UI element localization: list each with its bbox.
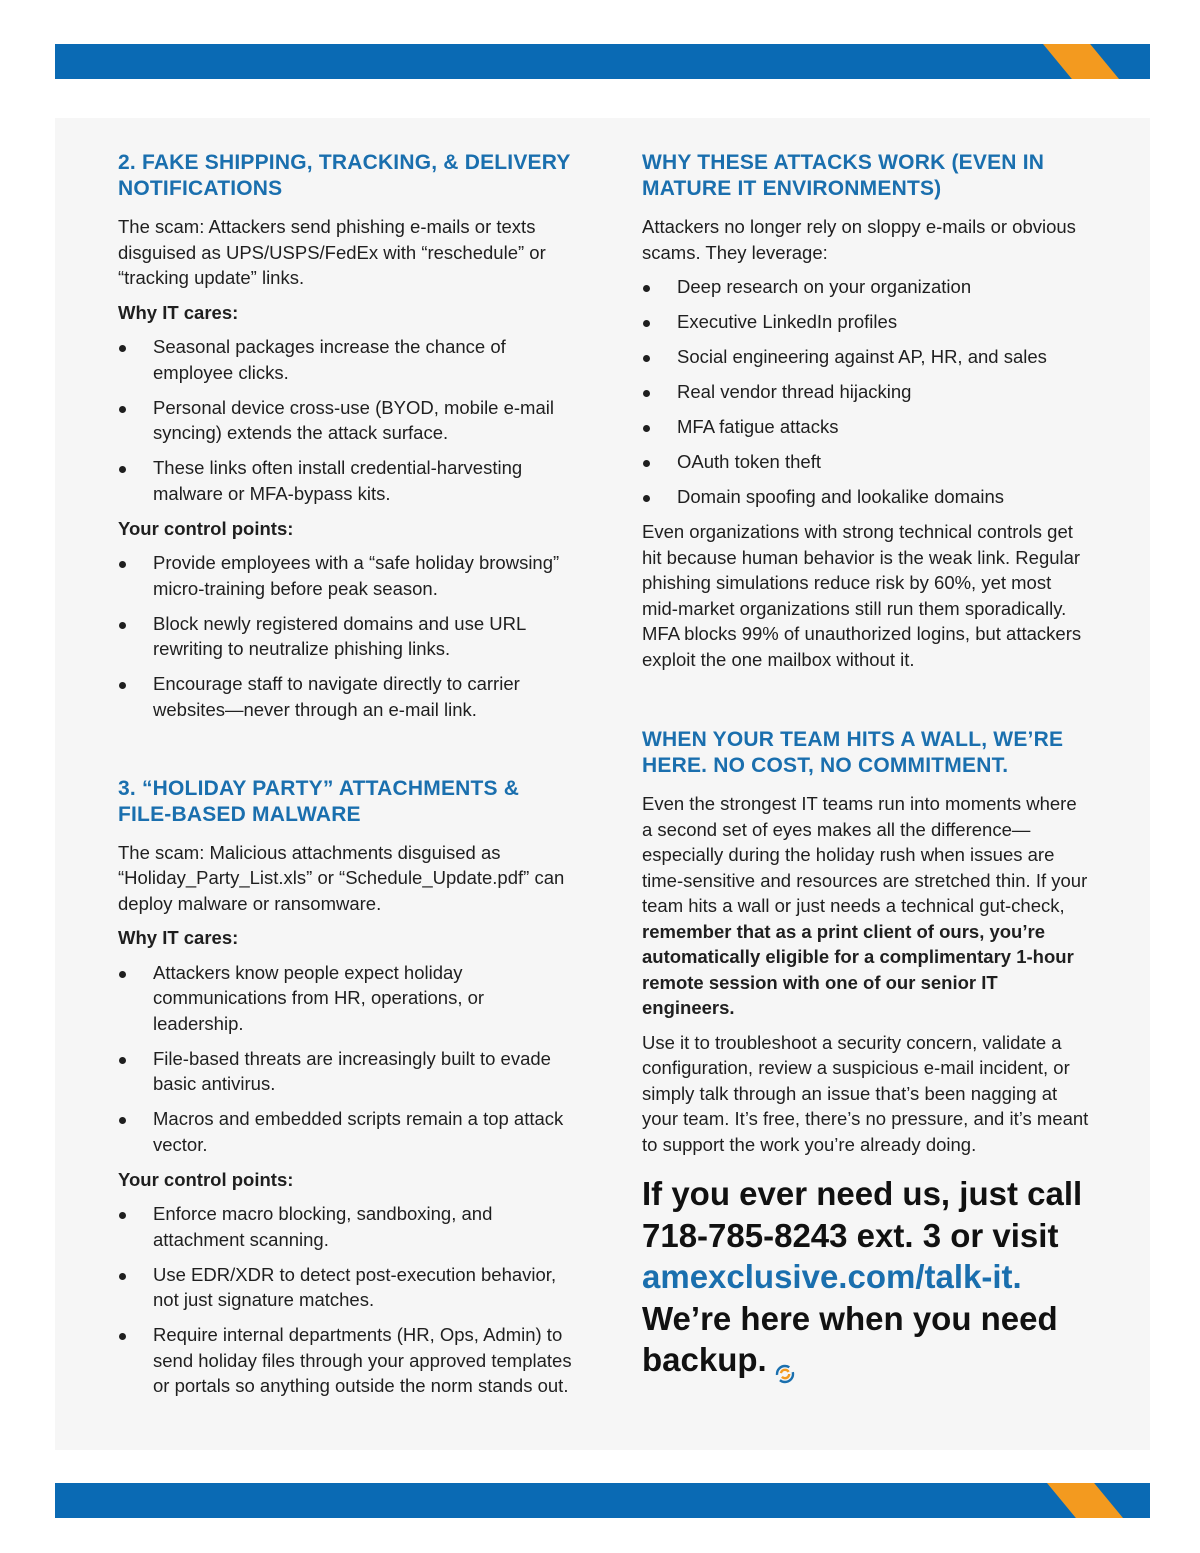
bullet-icon: [643, 495, 650, 502]
list-item: Use EDR/XDR to detect post-execution behavior, not just signature matches.: [118, 1262, 573, 1313]
list-item: Require internal departments (HR, Ops, Admin) to send holiday files through your approved templates or portals so anything outside the norm stands out.: [118, 1322, 573, 1399]
list-item: Seasonal packages increase the chance of employee clicks.: [118, 334, 573, 385]
list-item: Deep research on your organization: [642, 274, 1092, 300]
list-item: Real vendor thread hijacking: [642, 379, 1092, 405]
section-title: 3. “HOLIDAY PARTY” ATTACHMENTS & FILE-BASED MALWARE: [118, 776, 520, 826]
list-item: File-based threats are increasingly built to evade basic antivirus.: [118, 1046, 573, 1097]
list-item: Encourage staff to navigate directly to carrier websites—never through an e-mail link.: [118, 671, 573, 722]
list-item: Executive LinkedIn profiles: [642, 309, 1092, 335]
help-paragraph: Even the strongest IT teams run into moments where a second set of eyes makes all the difference—especially during the holiday rush when issues are time-sensitive and resources are stretched thin. If your team hits a wall or just needs a technical gut-check, remember that as a print client of ours, you’re automatically eligible for a complimentary 1-hour remote session with one of our senior IT engineers.: [642, 793, 1088, 1018]
bullet-icon: [119, 1117, 126, 1124]
call-to-action: If you ever need us, just call 718-785-8243 ext. 3 or visit amexclusive.com/talk-it. We’re here when you need backup.: [642, 1173, 1092, 1381]
section-team-help: [642, 727, 1092, 1381]
bullet-icon: [643, 285, 650, 292]
section-intro: Attackers no longer rely on sloppy e-mails or obvious scams. They leverage:: [642, 216, 1076, 263]
section-fake-shipping: [118, 150, 573, 722]
list-item: OAuth token theft: [642, 449, 1092, 475]
why-it-cares-list: [118, 960, 573, 1158]
scam-description: The scam: Malicious attachments disguised as “Holiday_Party_List.xls” or “Schedule_Update.pdf” can deploy malware or ransomware.: [118, 841, 565, 914]
bullet-icon: [119, 1212, 126, 1219]
bullet-icon: [119, 682, 126, 689]
list-item: Macros and embedded scripts remain a top attack vector.: [118, 1106, 573, 1157]
eligibility-highlight: remember that as a print client of ours, you’re automatically eligible for a complimentary 1-hour remote session with one of our senior IT engineers.: [642, 920, 1074, 1018]
section-outro: Even organizations with strong technical controls get hit because human behavior is the weak link. Regular phishing simulations reduce risk by 60%, yet most mid-market organizations still run them sporadically. MFA blocks 99% of unauthorized logins, but attackers exploit the one mailbox without it.: [642, 521, 1082, 670]
top-banner: [55, 44, 1150, 79]
list-item: Enforce macro blocking, sandboxing, and attachment scanning.: [118, 1201, 573, 1252]
list-item: Personal device cross-use (BYOD, mobile e-mail syncing) extends the attack surface.: [118, 395, 573, 446]
list-item: Block newly registered domains and use URL rewriting to neutralize phishing links.: [118, 611, 573, 662]
list-item: These links often install credential-harvesting malware or MFA-bypass kits.: [118, 455, 573, 506]
bullet-icon: [119, 345, 126, 352]
section-why-attacks-work: [642, 150, 1092, 672]
why-it-cares-list: [118, 334, 573, 506]
bullet-icon: [119, 406, 126, 413]
section-title: 2. FAKE SHIPPING, TRACKING, & DELIVERY NOTIFICATIONS: [118, 151, 571, 200]
list-item: MFA fatigue attacks: [642, 414, 1092, 440]
control-points-heading: Your control points:: [118, 1168, 294, 1190]
list-item: Provide employees with a “safe holiday browsing” micro-training before peak season.: [118, 550, 573, 601]
list-item: Domain spoofing and lookalike domains: [642, 484, 1092, 510]
bottom-banner: [55, 1483, 1150, 1518]
bullet-icon: [643, 320, 650, 327]
bullet-icon: [643, 460, 650, 467]
top-banner-orange-stripe: [1043, 44, 1119, 79]
section-title: WHY THESE ATTACKS WORK (EVEN IN MATURE IT ENVIRONMENTS): [642, 151, 1045, 200]
bullet-icon: [119, 1333, 126, 1340]
right-column: [642, 150, 1092, 1381]
control-points-list: [118, 1201, 573, 1399]
bullet-icon: [119, 1273, 126, 1280]
bullet-icon: [119, 561, 126, 568]
why-it-cares-heading: Why IT cares:: [118, 927, 239, 948]
why-it-cares-heading: Why IT cares:: [118, 301, 239, 323]
bullet-icon: [643, 355, 650, 362]
tactics-list: [642, 274, 1092, 510]
control-points-heading: Your control points:: [118, 517, 294, 539]
help-paragraph-2: Use it to troubleshoot a security concern, validate a configuration, review a suspicious e-mail incident, or simply talk through an issue that’s been nagging at your team. It’s free, there’s no pressure, and it’s meant to support the work you’re already doing.: [642, 1031, 1089, 1155]
bottom-banner-orange-stripe: [1047, 1483, 1123, 1518]
talk-it-link[interactable]: amexclusive.com/talk-it.: [642, 1258, 1022, 1295]
left-column: [118, 150, 573, 1408]
list-item: Social engineering against AP, HR, and sales: [642, 344, 1092, 370]
bullet-icon: [119, 466, 126, 473]
section-holiday-attachments: [118, 776, 573, 1399]
swirl-logo-icon: [775, 1352, 795, 1372]
bullet-icon: [119, 1057, 126, 1064]
bullet-icon: [119, 622, 126, 629]
list-item: Attackers know people expect holiday communications from HR, operations, or leadership.: [118, 960, 573, 1037]
scam-description: The scam: Attackers send phishing e-mails or texts disguised as UPS/USPS/FedEx with “reschedule” or “tracking update” links.: [118, 216, 546, 288]
bullet-icon: [643, 425, 650, 432]
control-points-list: [118, 550, 573, 722]
section-title: WHEN YOUR TEAM HITS A WALL, WE’RE HERE. NO COST, NO COMMITMENT.: [642, 728, 1064, 777]
bullet-icon: [643, 390, 650, 397]
bullet-icon: [119, 971, 126, 978]
